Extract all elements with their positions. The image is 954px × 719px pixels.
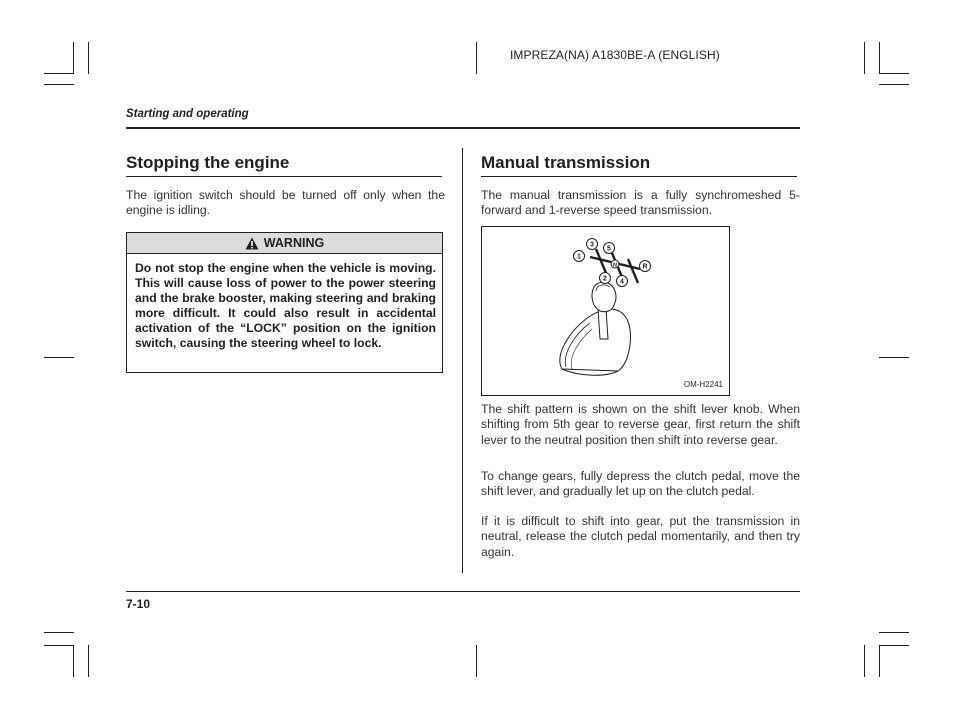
section-label: Starting and operating [126,108,249,120]
gear-label: 1 [577,253,581,261]
crop-mark [88,42,89,74]
warning-text: Do not stop the engine when the vehicle is moving. This will cause loss of power to the power steering and the brake booster, making steering and braking more difficult. It could also result in accidental activation of the “LOCK” position on the ignition switch, causing the steering wheel to lock. [135,261,436,350]
gear-label: R [642,263,648,271]
shift-pattern-paragraph: The shift pattern is shown on the shift lever knob. When shifting from 5th gear to reverse gear, first return the shift lever to the neutral position then shift into reverse gear. [481,402,800,447]
crop-mark [476,645,477,677]
stopping-intro-paragraph: The ignition switch should be turned off only when the engine is idling. [126,188,445,218]
gear-label: 3 [590,241,594,249]
change-gears-paragraph: To change gears, fully depress the clutch pedal, move the shift lever, and gradually let up on the clutch pedal. [481,469,800,499]
crop-mark [864,645,865,677]
crop-mark [73,645,74,677]
crop-mark [44,357,74,358]
figure-code: OM-H2241 [683,380,723,389]
crop-mark [88,645,89,677]
document-code: IMPREZA(NA) A1830BE-A (ENGLISH) [510,48,720,62]
gear-label: N [613,262,617,269]
warning-box [126,232,443,373]
crop-mark [879,357,909,358]
header-rule [126,127,800,129]
page-number: 7-10 [126,597,151,611]
transmission-intro-paragraph: The manual transmission is a fully synchromeshed 5-forward and 1-reverse speed transmission. [481,188,800,218]
shift-lever-figure [481,226,730,396]
crop-mark [864,42,865,74]
crop-mark [879,42,880,74]
crop-mark [879,632,909,633]
crop-mark [879,73,909,74]
column-divider [462,148,463,573]
crop-mark [44,632,74,633]
crop-mark [879,645,909,646]
difficult-shift-paragraph: If it is difficult to shift into gear, put the transmission in neutral, release the clutch pedal momentarily, and then try again. [481,514,800,559]
footer-rule [126,591,800,592]
heading-manual-transmission: Manual transmission [481,153,651,172]
crop-mark [44,645,74,646]
crop-mark [44,84,74,85]
shift-lever-illustration [482,227,729,395]
warning-triangle-icon [245,237,259,250]
heading-stopping-engine: Stopping the engine [126,153,290,172]
crop-mark [879,645,880,677]
gear-label: 4 [620,278,624,286]
gear-label: 5 [607,245,611,253]
warning-header [127,233,442,254]
heading-rule [126,176,442,177]
gear-label: 2 [603,275,607,283]
crop-mark [44,73,74,74]
heading-rule [481,176,797,177]
crop-mark [476,42,477,74]
crop-mark [879,84,909,85]
warning-title: WARNING [263,236,325,250]
crop-mark [73,42,74,74]
